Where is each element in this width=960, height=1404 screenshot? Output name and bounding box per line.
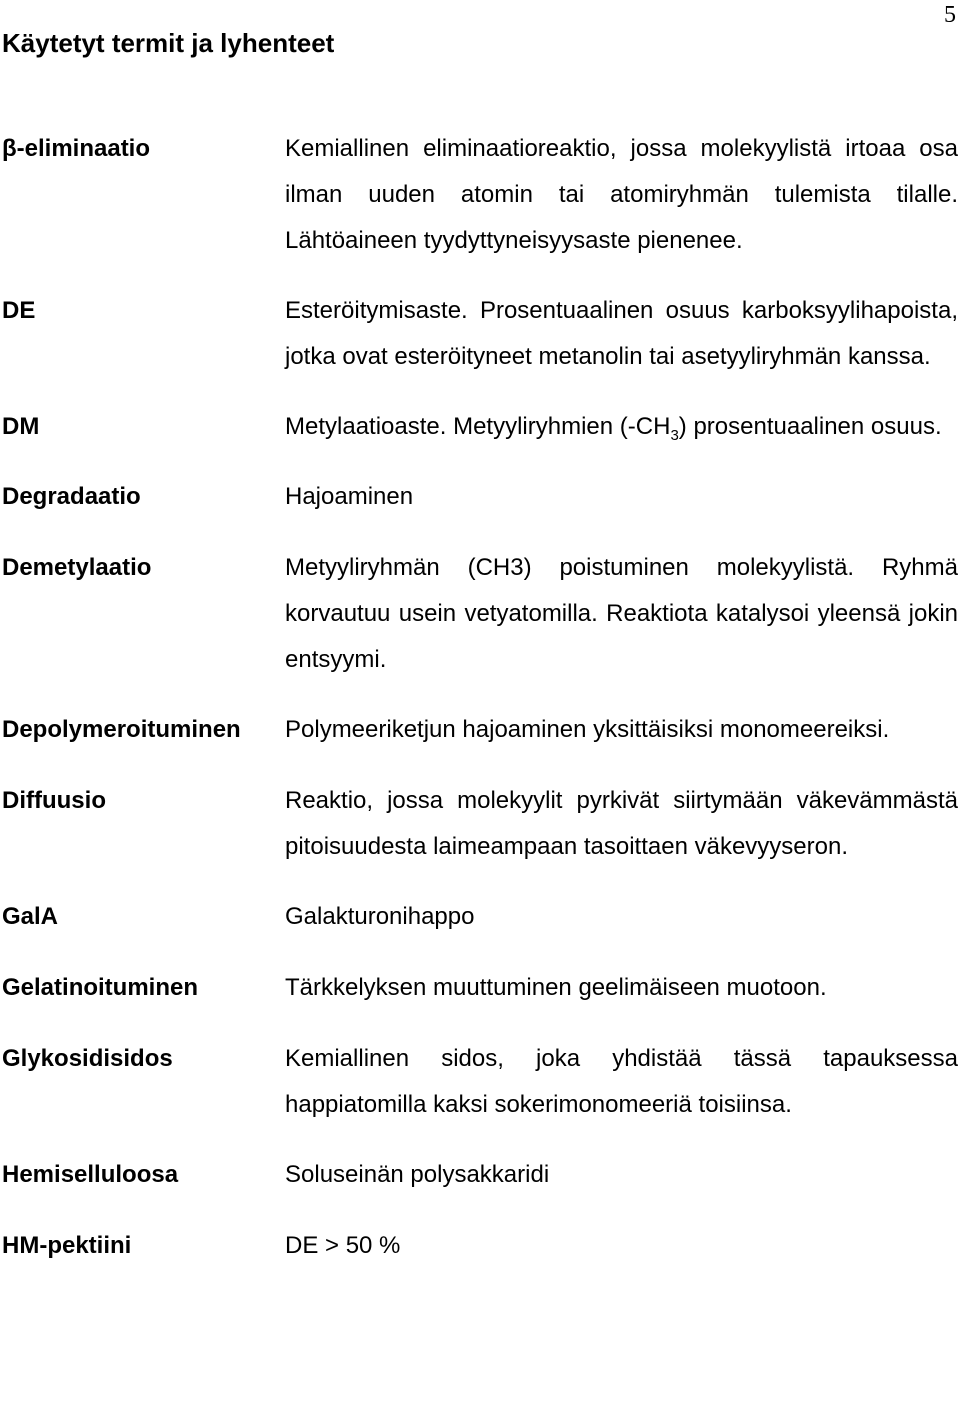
subscript-text: 3 bbox=[670, 426, 679, 444]
glossary-definition: Metyyliryhmän (CH3) poistuminen molekyylistä. Ryhmä korvautuu usein vetyatomilla. Reaktiota katalysoi yleensä jokin entsyymi. bbox=[285, 554, 958, 673]
glossary-entry bbox=[2, 778, 958, 870]
glossary-definition: Hajoaminen bbox=[285, 483, 414, 510]
page-title: Käytetyt termit ja lyhenteet bbox=[2, 28, 335, 58]
glossary-definition: Soluseinän polysakkaridi bbox=[285, 1161, 550, 1188]
glossary-definition: DE > 50 % bbox=[285, 1232, 401, 1259]
glossary-entry bbox=[2, 288, 958, 380]
glossary-definition: Reaktio, jossa molekyylit pyrkivät siirtymään väkevämmästä pitoisuudesta laimeampaan tasoittaen väkevyyseron. bbox=[285, 787, 958, 860]
glossary-entry bbox=[2, 1223, 958, 1269]
glossary-entry bbox=[2, 965, 958, 1011]
glossary-term: Depolymeroituminen bbox=[2, 716, 241, 743]
glossary-definition: Kemiallinen eliminaatioreaktio, jossa molekyylistä irtoaa osa ilman uuden atomin tai atomiryhmän tulemista tilalle. Lähtöaineen tyydyttyneisyysaste pienenee. bbox=[285, 135, 958, 254]
definition-text: Metylaatioaste. Metyyliryhmien (-CH bbox=[285, 413, 671, 440]
glossary-term: Hemiselluloosa bbox=[2, 1161, 179, 1188]
glossary-term: DM bbox=[2, 413, 40, 440]
glossary-definition: Kemiallinen sidos, joka yhdistää tässä tapauksessa happiatomilla kaksi sokerimonomeeriä toisiinsa. bbox=[285, 1045, 958, 1118]
definition-text: ) prosentuaalinen osuus. bbox=[678, 413, 942, 440]
glossary-entry bbox=[2, 126, 958, 264]
glossary-entry bbox=[2, 404, 958, 450]
glossary-entry bbox=[2, 1036, 958, 1128]
glossary-definition: Galakturonihappo bbox=[285, 903, 475, 930]
glossary-term: GalA bbox=[2, 903, 59, 930]
glossary-entry bbox=[2, 707, 958, 753]
glossary-term: Gelatinoituminen bbox=[2, 974, 199, 1001]
glossary-entry bbox=[2, 545, 958, 683]
glossary-term: Demetylaatio bbox=[2, 554, 152, 581]
glossary-term: DE bbox=[2, 297, 36, 324]
glossary-term: Glykosidisidos bbox=[2, 1045, 173, 1072]
glossary-list bbox=[2, 126, 958, 1269]
glossary-definition: Polymeeriketjun hajoaminen yksittäisiksi monomeereiksi. bbox=[285, 716, 890, 743]
page-number: 5 bbox=[944, 2, 956, 28]
glossary-definition bbox=[285, 404, 958, 450]
glossary-definition: Esteröitymisaste. Prosentuaalinen osuus karboksyylihapoista, jotka ovat esteröityneet metanolin tai asetyyliryhmän kanssa. bbox=[285, 297, 958, 370]
glossary-term: Degradaatio bbox=[2, 483, 141, 510]
glossary-term: β-eliminaatio bbox=[2, 135, 151, 162]
glossary-entry bbox=[2, 1152, 958, 1198]
glossary-definition: Tärkkelyksen muuttuminen geelimäiseen muotoon. bbox=[285, 974, 827, 1001]
glossary-entry bbox=[2, 474, 958, 520]
glossary-term: HM-pektiini bbox=[2, 1232, 132, 1259]
glossary-term: Diffuusio bbox=[2, 787, 106, 814]
glossary-entry bbox=[2, 894, 958, 940]
